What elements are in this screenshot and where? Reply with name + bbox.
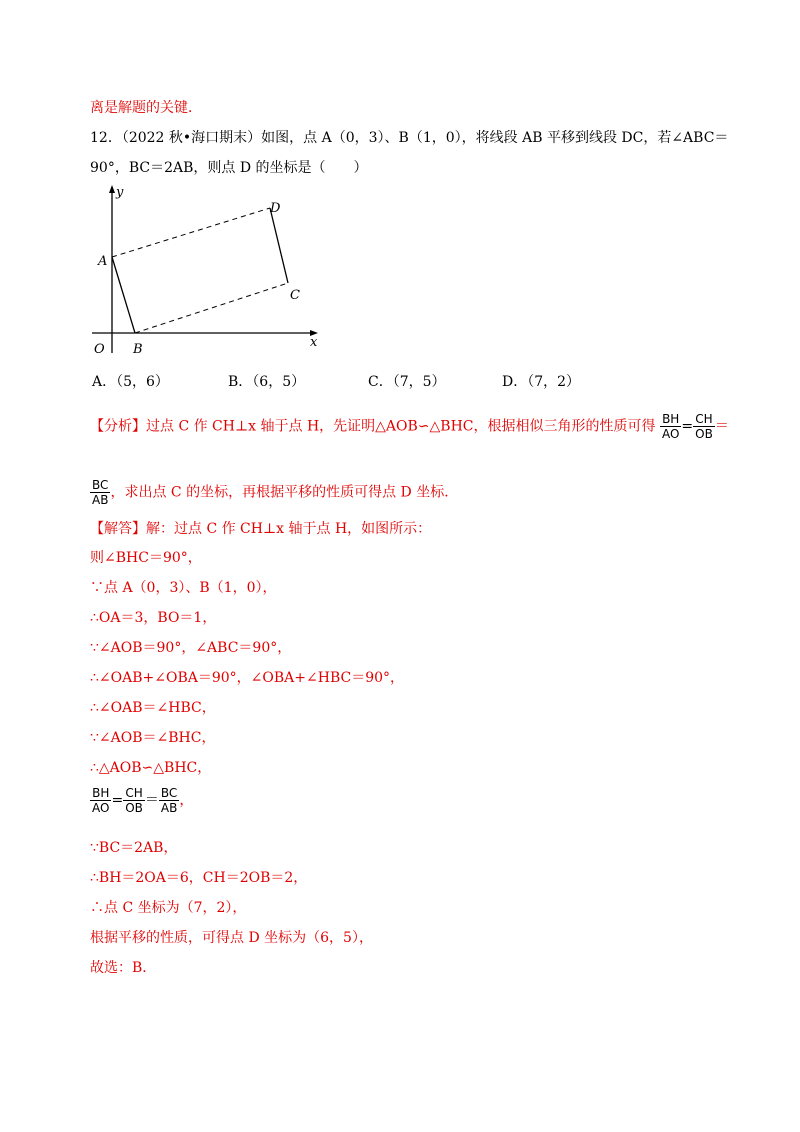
solution-step-2: ∵点 A（0，3）、B（1，0），: [90, 580, 277, 596]
solution-step-6: ∴∠OAB＝∠HBC，: [90, 700, 216, 716]
solution-ratio-line: $\frac{BH}{AO}$ = $\frac{CH}{OB}$ ＝ $\frac{BC}{AB}$ ，: [92, 786, 194, 815]
analysis-fraction-bh-ao: $\frac{BH}{AO}$: [661, 412, 680, 441]
label-a: A: [98, 254, 108, 269]
analysis-line-1: 【分析】过点 C 作 CH⊥x 轴于点 H，先证明△AOB∽△BHC，根据相似三角形的性质可得 $\frac{BH}{AO}$ = $\frac{CH}{OB}$ ＝: [90, 412, 729, 441]
solution-step-1: 则∠BHC＝90°，: [90, 550, 202, 566]
analysis-fraction-ch-ob: $\frac{CH}{OB}$: [695, 412, 713, 441]
label-y: y: [116, 185, 124, 200]
solution-step-10: ∴BH＝2OA＝6，CH＝2OB＝2，: [90, 870, 308, 886]
label-o: O: [94, 342, 105, 357]
solution-fraction-bc-ab: $\frac{BC}{AB}$: [160, 786, 178, 815]
solution-intro: 【解答】解：过点 C 作 CH⊥x 轴于点 H，如图所示：: [90, 521, 432, 537]
segment-bc: [135, 283, 288, 333]
solution-fraction-ch-ob: $\frac{CH}{OB}$: [125, 786, 143, 815]
label-b: B: [133, 342, 143, 357]
solution-answer: 故选：B．: [90, 960, 157, 976]
segment-ad: [112, 208, 270, 257]
coordinate-figure: [88, 183, 328, 358]
solution-step-11: ∴点 C 坐标为（7，2），: [90, 900, 247, 916]
y-axis-arrow: [109, 185, 115, 193]
option-c: C．（7，5）: [368, 374, 446, 390]
solution-step-9: ∵BC＝2AB，: [90, 840, 178, 856]
label-c: C: [290, 288, 300, 303]
solution-step-4: ∵∠AOB＝90°，∠ABC＝90°，: [90, 640, 292, 656]
question-line-2: 90°，BC＝2AB，则点 D 的坐标是（ ）: [90, 160, 368, 176]
analysis-text-2: ，求出点 C 的坐标，再根据平移的性质可得点 D 坐标．: [110, 484, 459, 501]
solution-step-7: ∵∠AOB＝∠BHC，: [90, 730, 216, 746]
solution-step-12: 根据平移的性质，可得点 D 坐标为（6，5），: [90, 930, 373, 946]
solution-step-3: ∴OA＝3，BO＝1，: [90, 610, 217, 626]
analysis-line-2: [90, 478, 458, 507]
question-number: 12．: [90, 130, 122, 146]
question-line-1: [90, 128, 728, 148]
option-d: D．（7，2）: [502, 374, 581, 390]
segment-dc: [270, 208, 288, 283]
label-d: D: [270, 201, 281, 216]
label-x: x: [310, 335, 318, 350]
previous-answer-ending: 离是解题的关键．: [90, 100, 202, 116]
solution-step-8: ∴△AOB∽△BHC，: [90, 760, 212, 776]
option-a: A．（5，6）: [92, 374, 169, 390]
analysis-fraction-bc-ab: $\frac{BC}{AB}$: [92, 478, 109, 507]
segment-ab: [112, 257, 135, 333]
solution-step-5: ∴∠OAB+∠OBA＝90°，∠OBA+∠HBC＝90°，: [90, 670, 405, 686]
solution-fraction-bh-ao: $\frac{BH}{AO}$: [92, 786, 110, 815]
question-text-1: （2022 秋•海口期末）如图，点 A（0，3）、B（1，0），将线段 AB 平移到线段 DC，若∠ABC＝: [121, 130, 729, 146]
option-b: B．（6，5）: [228, 374, 306, 390]
analysis-text-1: 【分析】过点 C 作 CH⊥x 轴于点 H，先证明△AOB∽△BHC，根据相似三角形的性质可得: [90, 418, 656, 435]
